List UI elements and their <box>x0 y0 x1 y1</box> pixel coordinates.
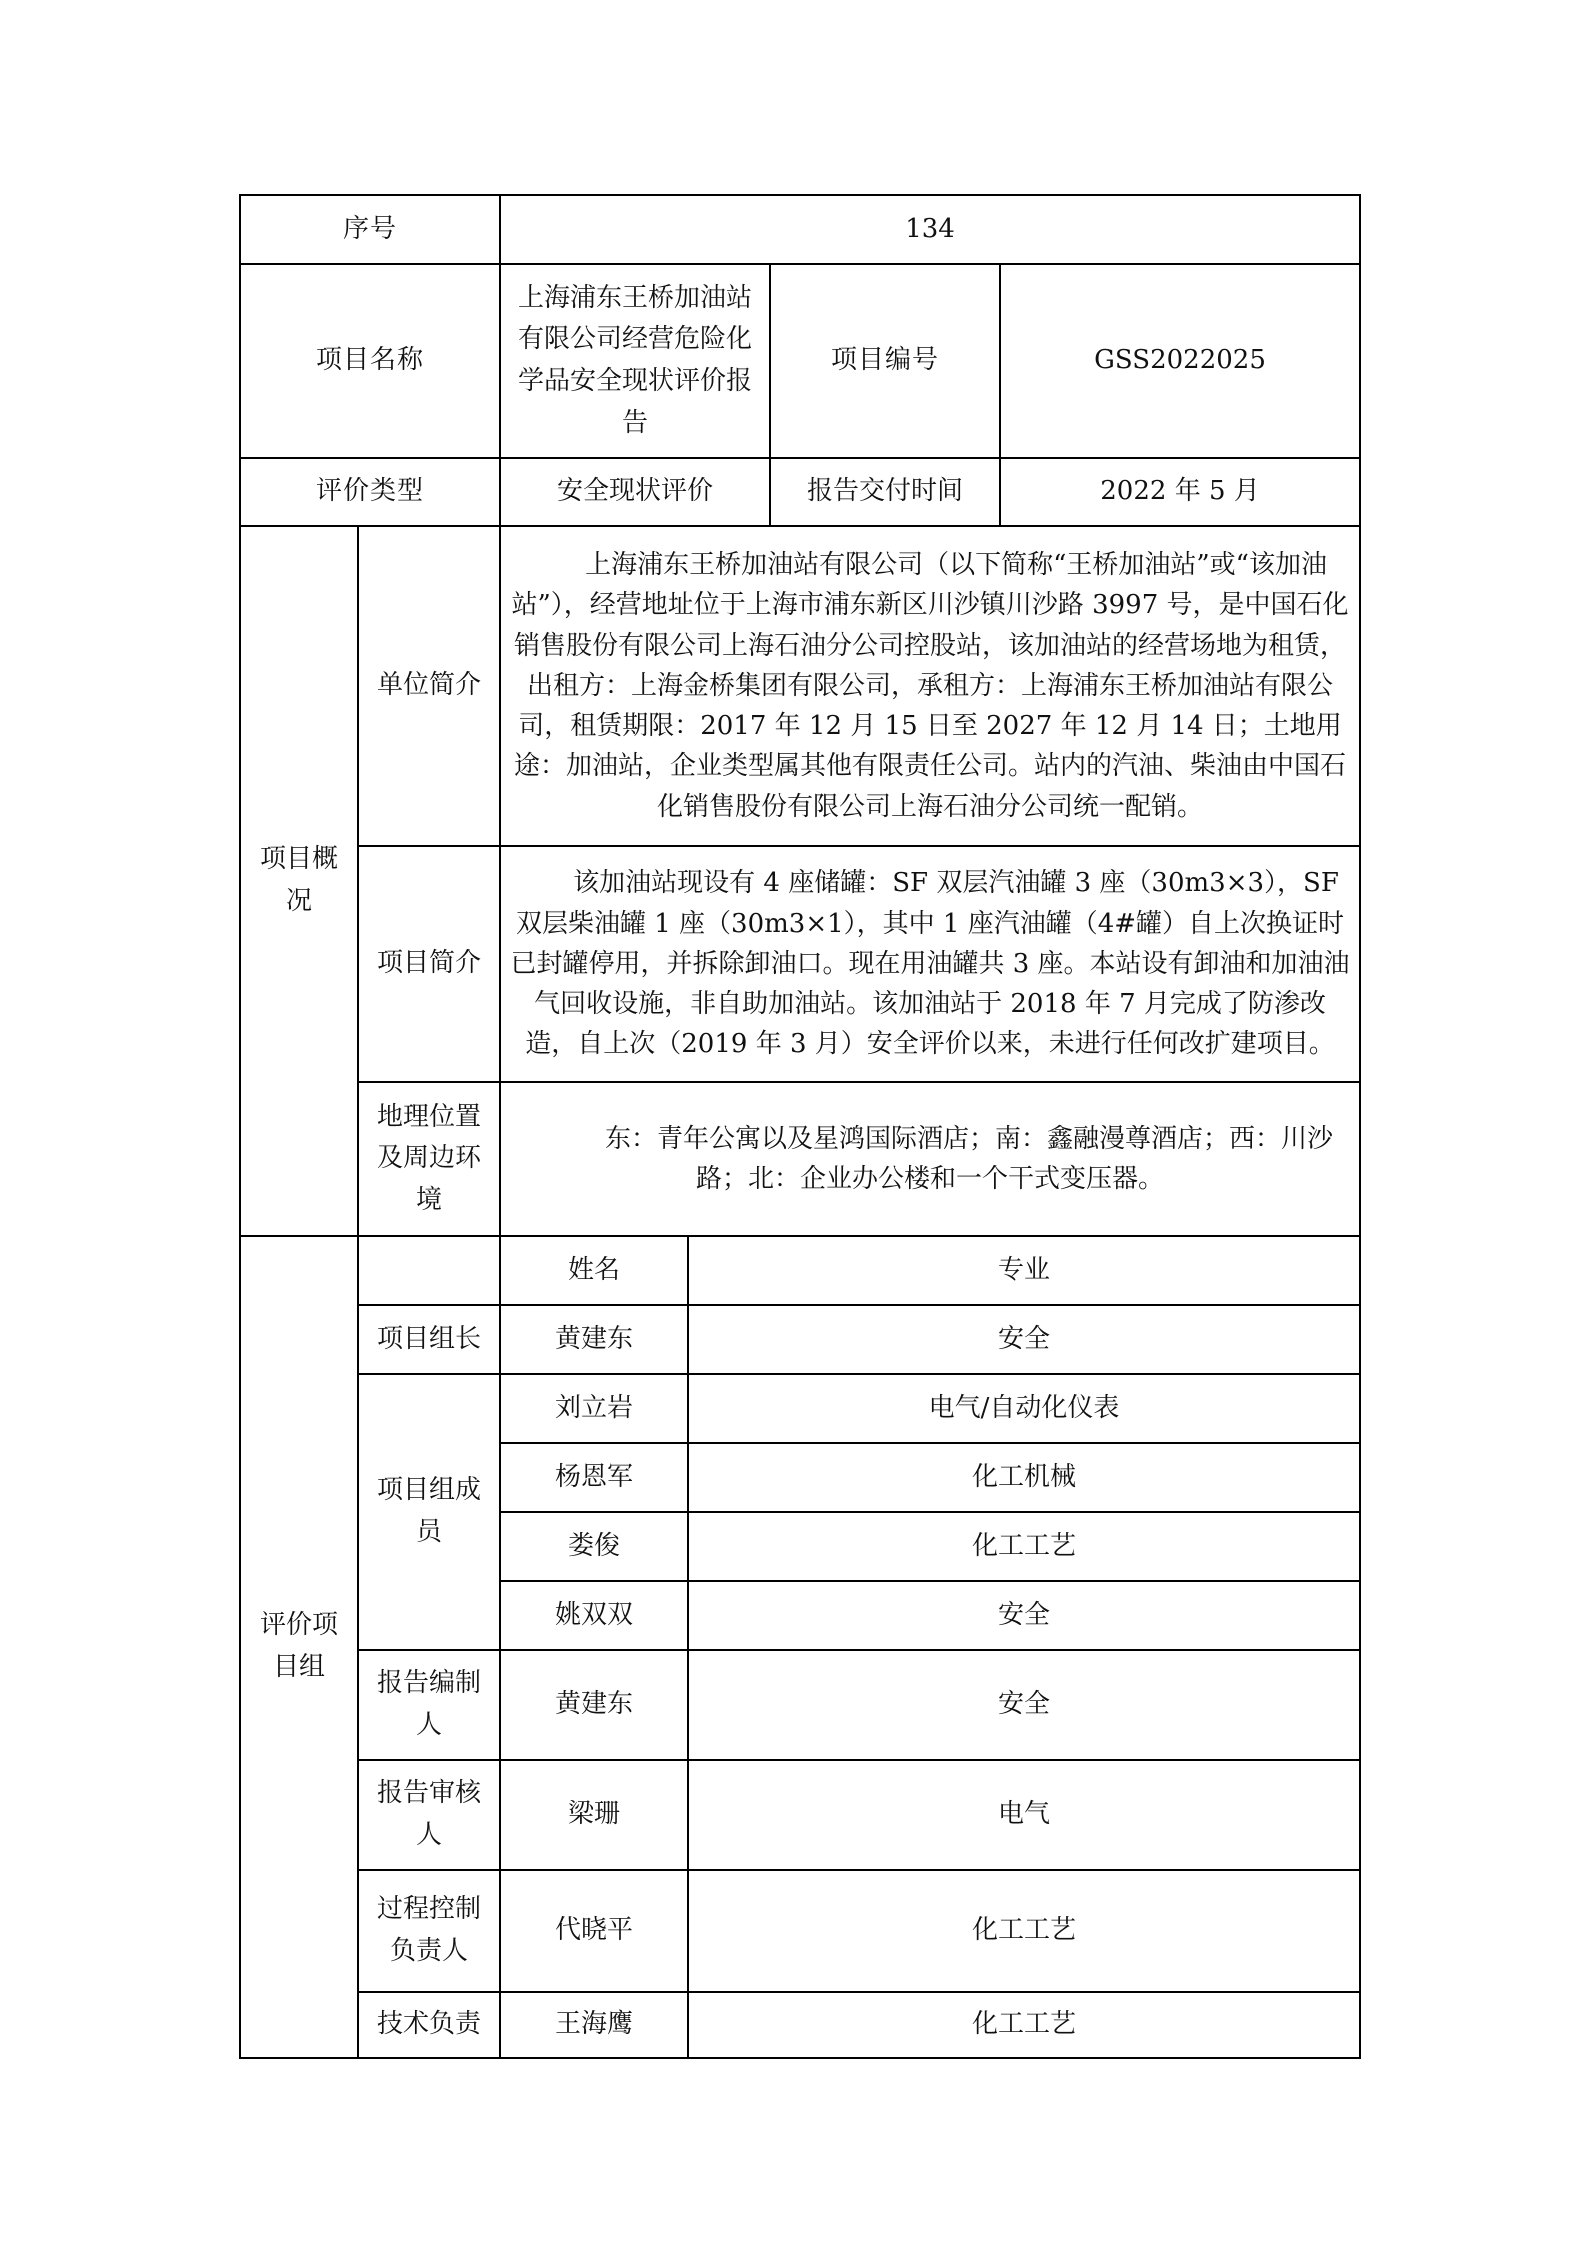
member-major: 安全 <box>688 1581 1360 1650</box>
row-eval-type <box>240 458 1360 526</box>
member-name: 姚双双 <box>500 1581 688 1650</box>
reviewer-major: 电气 <box>688 1760 1360 1870</box>
project-info-table <box>239 194 1361 2059</box>
col-major-header: 专业 <box>688 1236 1360 1305</box>
row-team-header <box>240 1236 1360 1305</box>
eval-type-value: 安全现状评价 <box>500 458 770 526</box>
reviewer-label: 报告审核人 <box>358 1760 500 1870</box>
row-tech <box>240 1992 1360 2058</box>
leader-label: 项目组长 <box>358 1305 500 1374</box>
process-major: 化工工艺 <box>688 1870 1360 1992</box>
delivery-value: 2022 年 5 月 <box>1000 458 1360 526</box>
unit-intro-label: 单位简介 <box>358 526 500 846</box>
unit-intro-text: 上海浦东王桥加油站有限公司（以下简称“王桥加油站”或“该加油站”），经营地址位于上海市浦东新区川沙镇川沙路 3997 号，是中国石化销售股份有限公司上海石油分公司控股站，该加油站的经营场地为租赁，出租方：上海金桥集团有限公司，承租方：上海浦东王桥加油站有限公司，租赁期限：2017 年 12 月 15 日至 2027 年 12 月 14 日；土地用途：加油站，企业类型属其他有限责任公司。站内的汽油、柴油由中国石化销售股份有限公司上海石油分公司统一配销。 <box>511 549 1349 822</box>
row-reviewer <box>240 1760 1360 1870</box>
project-intro-label: 项目简介 <box>358 846 500 1082</box>
row-process <box>240 1870 1360 1992</box>
row-project-name <box>240 264 1360 458</box>
seq-label: 序号 <box>240 195 500 264</box>
process-label: 过程控制负责人 <box>358 1870 500 1992</box>
tech-label: 技术负责 <box>358 1992 500 2058</box>
tech-major: 化工工艺 <box>688 1992 1360 2058</box>
project-code-value: GSS2022025 <box>1000 264 1360 458</box>
row-unit-intro <box>240 526 1360 846</box>
member-name: 杨恩军 <box>500 1443 688 1512</box>
team-group-label: 评价项目组 <box>240 1236 358 2058</box>
seq-value: 134 <box>500 195 1360 264</box>
member-major: 化工机械 <box>688 1443 1360 1512</box>
member-name: 娄俊 <box>500 1512 688 1581</box>
project-intro-cell <box>500 846 1360 1082</box>
writer-name: 黄建东 <box>500 1650 688 1760</box>
writer-major: 安全 <box>688 1650 1360 1760</box>
location-cell <box>500 1082 1360 1236</box>
writer-label: 报告编制人 <box>358 1650 500 1760</box>
leader-major: 安全 <box>688 1305 1360 1374</box>
location-text: 东：青年公寓以及星鸿国际酒店；南：鑫融漫尊酒店；西：川沙路；北：企业办公楼和一个干式变压器。 <box>605 1123 1334 1194</box>
project-name-label: 项目名称 <box>240 264 500 458</box>
tech-name: 王海鹰 <box>500 1992 688 2058</box>
row-seq <box>240 195 1360 264</box>
member-name: 刘立岩 <box>500 1374 688 1443</box>
reviewer-name: 梁珊 <box>500 1760 688 1870</box>
row-project-intro <box>240 846 1360 1082</box>
col-name-header: 姓名 <box>500 1236 688 1305</box>
project-intro-text: 该加油站现设有 4 座储罐：SF 双层汽油罐 3 座（30m3×3），SF 双层柴油罐 1 座（30m3×1），其中 1 座汽油罐（4#罐）自上次换证时已封罐停用，并拆除卸油口。现在用油罐共 3 座。本站设有卸油和加油油气回收设施，非自助加油站。该加油站于 2018 年 7 月完成了防渗改造，自上次（2019 年 3 月）安全评价以来，未进行任何改扩建项目。 <box>510 868 1350 1060</box>
eval-type-label: 评价类型 <box>240 458 500 526</box>
team-header-empty <box>358 1236 500 1305</box>
project-code-label: 项目编号 <box>770 264 1000 458</box>
member-major: 电气/自动化仪表 <box>688 1374 1360 1443</box>
members-label: 项目组成员 <box>358 1374 500 1650</box>
member-major: 化工工艺 <box>688 1512 1360 1581</box>
row-leader <box>240 1305 1360 1374</box>
row-member <box>240 1374 1360 1443</box>
unit-intro-cell <box>500 526 1360 846</box>
row-location <box>240 1082 1360 1236</box>
row-writer <box>240 1650 1360 1760</box>
location-label: 地理位置及周边环境 <box>358 1082 500 1236</box>
overview-group-label: 项目概况 <box>240 526 358 1236</box>
project-name-value: 上海浦东王桥加油站有限公司经营危险化学品安全现状评价报告 <box>500 264 770 458</box>
leader-name: 黄建东 <box>500 1305 688 1374</box>
process-name: 代晓平 <box>500 1870 688 1992</box>
delivery-label: 报告交付时间 <box>770 458 1000 526</box>
